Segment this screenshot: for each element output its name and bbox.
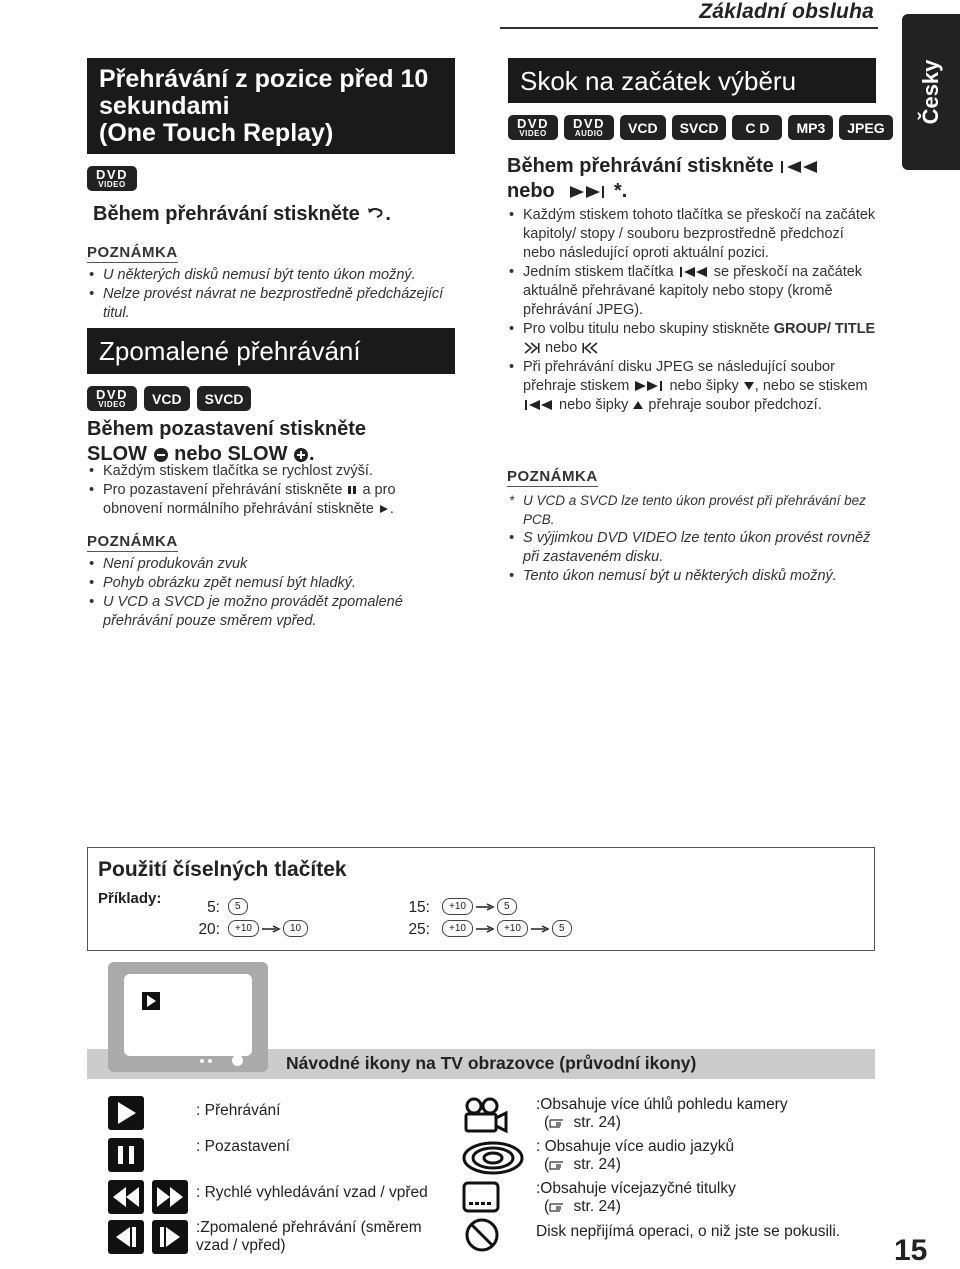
legend-angle: :Obsahuje více úhlů pohledu kamery ( str. 24) bbox=[536, 1096, 788, 1131]
subtitle-icon bbox=[462, 1180, 500, 1216]
examples-label: Příklady: bbox=[98, 890, 162, 907]
svcd-badge: SVCD bbox=[672, 115, 727, 140]
arrow-right-icon bbox=[261, 925, 281, 933]
slow-instruction: Během pozastavení stiskněte SLOW nebo SLOW . bbox=[87, 418, 366, 465]
list-item: • S výjimkou DVD VIDEO lze tento úkon provést rovněž při zastaveném disku. bbox=[507, 529, 877, 567]
legend-search: : Rychlé vyhledávání vzad / vpřed bbox=[196, 1184, 428, 1201]
fast-forward-icon bbox=[152, 1180, 188, 1214]
key-plus10: +10 bbox=[442, 898, 473, 915]
list-item: • Při přehrávání disku JPEG se následující soubor přehraje stiskem nebo šipky , nebo se stiskem nebo šipky přehraje soubor předchozí. bbox=[507, 358, 877, 415]
list-item: • Každým stiskem tohoto tlačítka se přeskočí na začátek kapitoly/ stopy / souboru bezprostředně předchozí nebo následující oproti aktuální pozici. bbox=[507, 206, 877, 263]
header-rule bbox=[500, 27, 878, 29]
dvd-video-badge: DVD VIDEO bbox=[508, 115, 558, 140]
vcd-badge: VCD bbox=[144, 386, 190, 411]
arrow-up-icon bbox=[632, 399, 644, 411]
skip-bullets bbox=[507, 206, 877, 415]
skip-note-label: POZNÁMKA bbox=[507, 468, 598, 485]
replay-instruction: Během přehrávání stiskněte . bbox=[93, 203, 391, 225]
list-item: • Pro pozastavení přehrávání stiskněte a pro obnovení normálního přehrávání stiskněte . bbox=[87, 481, 455, 519]
legend-subtitle: :Obsahuje vícejazyčné titulky ( str. 24) bbox=[536, 1180, 736, 1215]
pause-icon bbox=[108, 1138, 144, 1172]
list-item: * U VCD a SVCD lze tento úkon provést při přehrávání bez PCB. bbox=[507, 491, 877, 529]
title-prev-icon bbox=[581, 342, 599, 354]
pointing-hand-icon bbox=[549, 1159, 569, 1171]
key-5: 5 bbox=[552, 920, 572, 937]
dvd-video-badge: DVD VIDEO bbox=[87, 386, 137, 411]
legend-play: : Přehrávání bbox=[196, 1102, 281, 1119]
title-next-icon bbox=[523, 342, 541, 354]
prev-icon bbox=[678, 266, 710, 278]
jpeg-badge: JPEG bbox=[839, 115, 892, 140]
next-icon bbox=[560, 184, 608, 200]
key-5: 5 bbox=[497, 898, 517, 915]
section-header: Základní obsluha bbox=[699, 0, 874, 23]
key-row-20 bbox=[228, 920, 308, 938]
replay-title: Přehrávání z pozice před 10 sekundami (One Touch Replay) bbox=[87, 58, 455, 154]
slow-plus-icon bbox=[293, 447, 309, 463]
replay-note-label: POZNÁMKA bbox=[87, 244, 178, 261]
prev-icon bbox=[779, 159, 821, 175]
list-item: • Pro volbu titulu nebo skupiny stiskněte GROUP/ TITLE nebo bbox=[507, 320, 877, 358]
prev-icon bbox=[523, 399, 555, 411]
legend-pause: : Pozastavení bbox=[196, 1138, 290, 1155]
pointing-hand-icon bbox=[549, 1201, 569, 1213]
rewind-icon bbox=[108, 1180, 144, 1214]
replay-badges bbox=[87, 166, 137, 191]
play-icon bbox=[378, 503, 390, 515]
skip-badges bbox=[508, 115, 893, 140]
cd-badge: C D bbox=[732, 115, 782, 140]
key-10: 10 bbox=[283, 920, 308, 937]
language-tab: Česky bbox=[902, 14, 960, 170]
list-item: • Každým stiskem tlačítka se rychlost zvýší. bbox=[87, 462, 455, 481]
key-row-5 bbox=[228, 898, 248, 916]
dvd-video-badge: DVD VIDEO bbox=[87, 166, 137, 191]
skip-title: Skok na začátek výběru bbox=[508, 58, 876, 103]
play-icon bbox=[108, 1096, 144, 1130]
pause-icon bbox=[346, 484, 358, 496]
legend-audio: : Obsahuje více audio jazyků ( str. 24) bbox=[536, 1138, 735, 1173]
return-icon bbox=[365, 207, 385, 223]
list-item: • U některých disků nemusí být tento úkon možný. bbox=[87, 266, 455, 285]
list-item: • Tento úkon nemusí být u některých disků možný. bbox=[507, 567, 877, 586]
slow-note-label: POZNÁMKA bbox=[87, 533, 178, 550]
key-plus10: +10 bbox=[497, 920, 528, 937]
angle-icon bbox=[462, 1096, 510, 1134]
slow-reverse-icon bbox=[108, 1220, 144, 1254]
slow-notes bbox=[87, 555, 455, 631]
pointing-hand-icon bbox=[549, 1117, 569, 1129]
mp3-badge: MP3 bbox=[788, 115, 833, 140]
replay-notes bbox=[87, 266, 455, 323]
list-item: • Nelze provést návrat ne bezprostředně předcházející titul. bbox=[87, 285, 455, 323]
page-number: 15 bbox=[894, 1234, 928, 1267]
numeric-title: Použití číselných tlačítek bbox=[98, 858, 347, 881]
key-5: 5 bbox=[228, 898, 248, 915]
list-item: • U VCD a SVCD je možno provádět zpomalené přehrávání pouze směrem vpřed. bbox=[87, 593, 455, 631]
key-row-15 bbox=[442, 898, 517, 916]
numeric-box: Použití číselných tlačítek Příklady: 5: 5 20: +10 10 15: +10 5 25: +10 +10 5 bbox=[87, 847, 875, 951]
key-row-25 bbox=[442, 920, 572, 938]
list-item: • Není produkován zvuk bbox=[87, 555, 455, 574]
arrow-right-icon bbox=[530, 925, 550, 933]
key-plus10: +10 bbox=[228, 920, 259, 937]
dvd-audio-badge: DVD AUDIO bbox=[564, 115, 614, 140]
arrow-right-icon bbox=[475, 925, 495, 933]
slow-badges bbox=[87, 386, 251, 411]
next-icon bbox=[633, 380, 665, 392]
arrow-down-icon bbox=[743, 380, 755, 392]
slow-bullets bbox=[87, 462, 455, 519]
svcd-badge: SVCD bbox=[197, 386, 252, 411]
key-plus10: +10 bbox=[442, 920, 473, 937]
legend-prohibit: Disk nepřijímá operaci, o niž jste se pokusili. bbox=[536, 1223, 841, 1240]
list-item: • Jedním stiskem tlačítka se přeskočí na začátek aktuálně přehrávané kapitoly nebo stopy (kromě přehrávání JPEG). bbox=[507, 263, 877, 320]
tv-illustration bbox=[108, 962, 268, 1072]
slow-title: Zpomalené přehrávání bbox=[87, 328, 455, 374]
slow-minus-icon bbox=[153, 447, 169, 463]
list-item: • Pohyb obrázku zpět nemusí být hladký. bbox=[87, 574, 455, 593]
slow-forward-icon bbox=[152, 1220, 188, 1254]
arrow-right-icon bbox=[475, 903, 495, 911]
guide-title: Návodné ikony na TV obrazovce (průvodní ikony) bbox=[286, 1053, 697, 1073]
vcd-badge: VCD bbox=[620, 115, 666, 140]
play-icon bbox=[142, 992, 160, 1010]
skip-notes bbox=[507, 491, 877, 586]
legend-slow: :Zpomalené přehrávání (směrem vzad / vpřed) bbox=[196, 1219, 422, 1254]
prohibit-icon bbox=[464, 1217, 500, 1253]
audio-icon bbox=[462, 1140, 524, 1176]
skip-instruction: Během přehrávání stiskněte nebo *. bbox=[507, 154, 877, 204]
